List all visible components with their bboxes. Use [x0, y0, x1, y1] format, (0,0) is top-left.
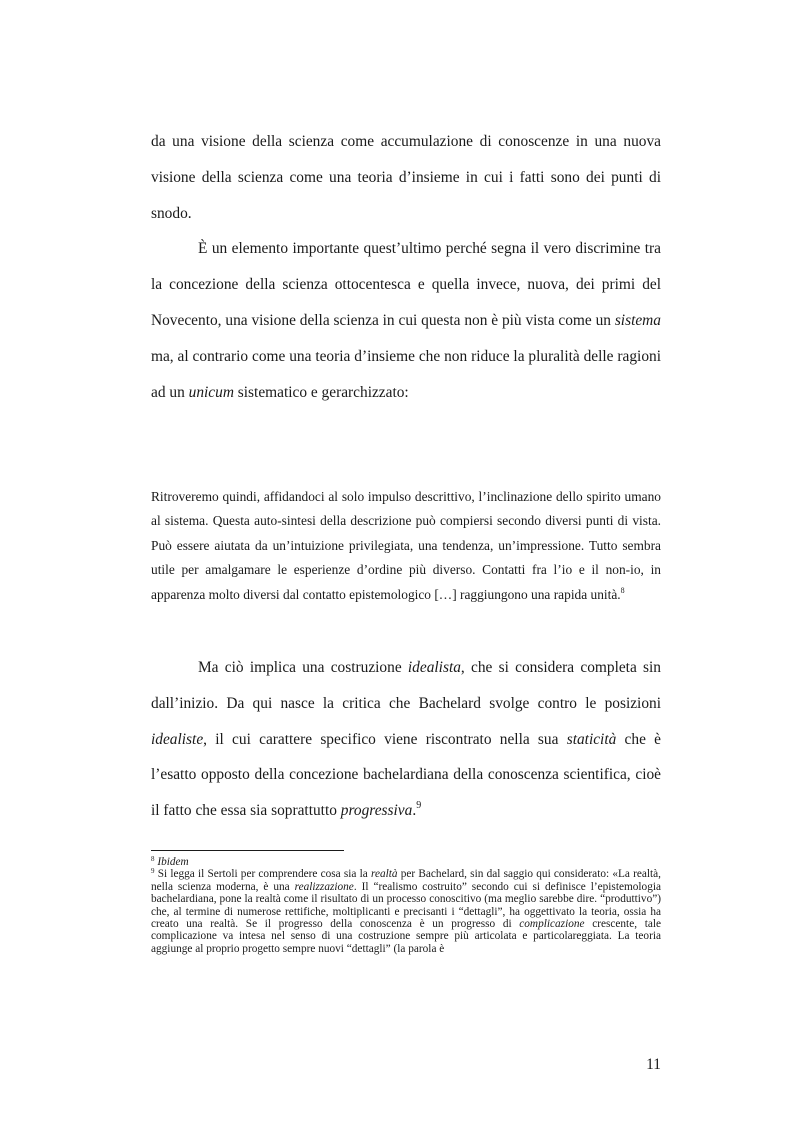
emphasis-staticita: staticità — [566, 730, 617, 748]
emphasis-unicum: unicum — [188, 383, 234, 401]
body-text-top — [151, 124, 661, 410]
footnote-ref-9: 9 — [416, 800, 422, 812]
paragraph-continuation: da una visione della scienza come accumulazione di conoscenze in una nuova visione della scienza come una teoria d’insieme in cui i fatti sono dei punti di snodo. — [151, 133, 661, 222]
paragraph-idealista: Ma ciò implica una costruzione idealista, che si considera completa sin dall’inizio. Da qui nasce la critica che Bachelard svolge contro le posizioni idealiste, il cui carattere specifico viene riscontrato nella sua staticità che è l’esatto opposto della concezione bachelardiana della conoscenza scientifica, cioè il fatto che essa sia soprattutto progressiva.$^9$ — [151, 659, 661, 820]
footnote-separator — [151, 850, 344, 851]
footnotes — [151, 856, 661, 955]
emphasis-idealista: idealista — [407, 659, 461, 676]
emphasis-sistema: sistema — [614, 311, 661, 329]
block-quote — [151, 485, 661, 607]
page-number: 11 — [646, 1056, 661, 1073]
footnote-8: $^8$ Ibidem — [151, 855, 189, 868]
footnote-9: $^9$ Si legga il Sertoli per comprendere cosa sia la realtà per Bachelard, sin dal saggio qui considerato: «La realtà, nella scienza moderna, è una realizzazione. Il “realismo costruito” secondo cui si definisce l’epistemologia bachelardiana, pone la realtà come il risultato di un processo conoscitivo (ma meglio sarebbe dire. “produttivo”) che, al termine di numerose rettifiche, moltiplicanti e precisanti i “dettagli”, ha oggettivato la teoria, ossia ha creato una realtà. Se il progresso della conoscenza è un progresso di complicazione crescente, tale complicazione va intesa nel senso di una costruzione sempre più articolata e particolareggiata. La teoria aggiunge al proprio progetto sempre nuovi “dettagli” (la parola è — [151, 867, 661, 955]
emphasis-idealiste: idealiste — [151, 730, 204, 748]
quote-text: Ritroveremo quindi, affidandoci al solo impulso descrittivo, l’inclinazione dello spirito umano al sistema. Questa auto-sintesi della descrizione può compiersi secondo diversi punti di vista. Può essere aiutata da un’intuizione privilegiata, una tendenza, un’impressione. Tutto sembra utile per amalgamare le esperienze d’ordine più diverso. Contatti fra l’io e il non-io, in apparenza molto diversi dal contatto epistemologico […] raggiungono una rapida unità. — [151, 489, 661, 602]
emphasis-progressiva: progressiva — [340, 802, 413, 820]
footnote-ref-8: 8 — [620, 585, 625, 595]
body-text-bottom — [151, 650, 661, 829]
paragraph-discrimine: È un elemento importante quest’ultimo perché segna il vero discrimine tra la concezione della scienza ottocentesca e quella invece, nuova, dei primi del Novecento, una visione della scienza in cui questa non è più vista come un sistema ma, al contrario come una teoria d’insieme che non riduce la pluralità delle ragioni ad un unicum sistematico e gerarchizzato: — [151, 240, 661, 401]
